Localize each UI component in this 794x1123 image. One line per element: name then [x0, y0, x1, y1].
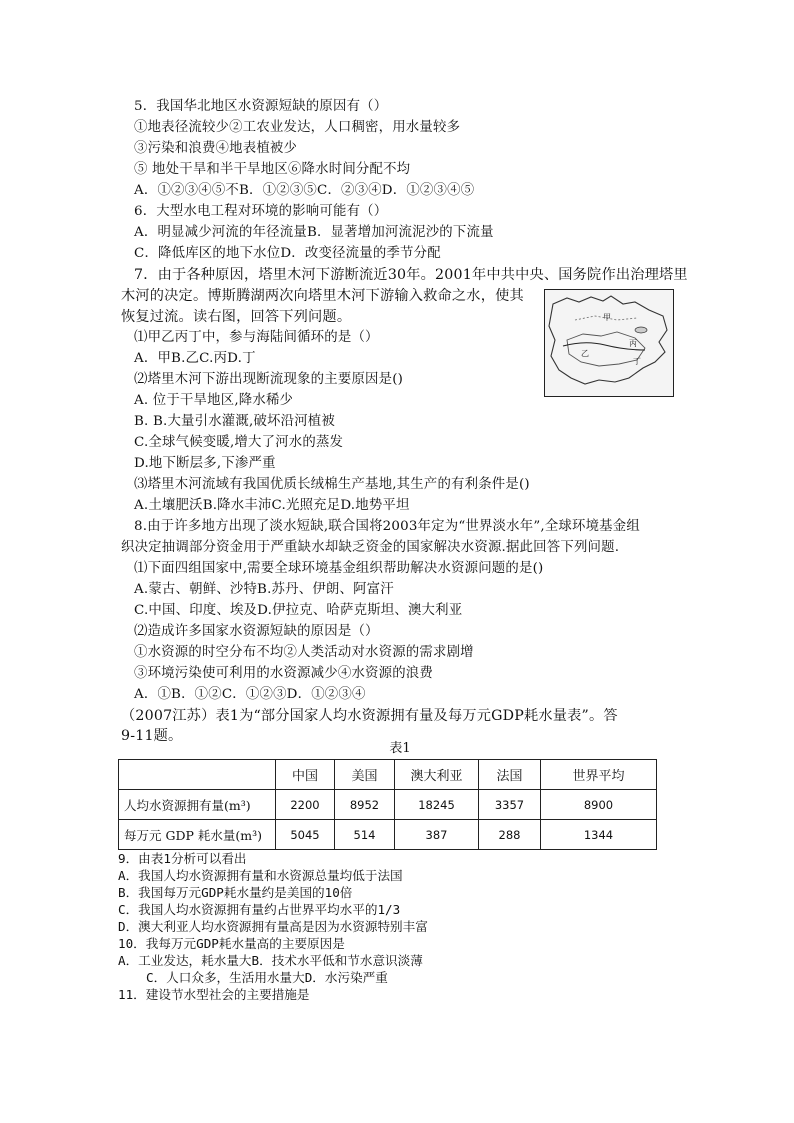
q7-3-stem: ⑶塔里木河流域有我国优质长绒棉生产基地,其生产的有利条件是(): [134, 477, 530, 492]
q5-options: A．①②③④⑤不B．①②③⑤C．②③④D．①②③④⑤: [134, 183, 475, 198]
q9-option-c: C．我国人均水资源拥有量约占世界平均水平的1/3: [118, 902, 401, 917]
q6-options-cd: C．降低库区的地下水位D．改变径流量的季节分配: [134, 246, 441, 261]
table-row-label: 人均水资源拥有量(m³): [119, 790, 276, 820]
q8-1-stem: ⑴下面四组国家中,需要全球环境基金组织帮助解决水资源问题的是(): [134, 561, 544, 576]
table-cell: 387: [395, 820, 479, 850]
table-header-row: [119, 760, 657, 790]
q6-stem: 6．大型水电工程对环境的影响可能有（）: [134, 204, 388, 219]
q10-options-ab: A．工业发达，耗水量大B．技术水平低和节水意识淡薄: [118, 953, 423, 968]
q8-stem-1: 8.由于许多地方出现了淡水短缺,联合国将2003年定为“世界淡水年”,全球环境基金组: [134, 519, 640, 534]
table-cell: 1344: [541, 820, 657, 850]
q7-stem-2: 木河的决定。博斯腾湖两次向塔里木河下游输入救命之水，使其: [121, 288, 524, 304]
table-cell: 8900: [541, 790, 657, 820]
q7-2-stem: ⑵塔里木河下游出现断流现象的主要原因是(): [134, 372, 404, 387]
table-cell: 288: [479, 820, 541, 850]
q9-stem: 9．由表1分析可以看出: [118, 851, 247, 866]
table-cell: 18245: [395, 790, 479, 820]
q7-2-option-a: A. 位于干旱地区,降水稀少: [134, 393, 294, 408]
q8-2-options: A．①B．①②C．①②③D．①②③④: [134, 687, 366, 702]
q7-2-option-d: D.地下断层多,下渗严重: [134, 456, 276, 471]
q6-options-ab: A．明显减少河流的年径流量B．显著增加河流泥沙的下流量: [134, 225, 494, 240]
table-header-cell: 中国: [276, 760, 335, 790]
water-resources-table: [118, 759, 657, 850]
q10-options-cd: C．人口众多，生活用水量大D．水污染严重: [146, 970, 388, 985]
q8-2-stem: ⑵造成许多国家水资源短缺的原因是（）: [134, 624, 379, 639]
map-label-yi: 乙: [581, 349, 589, 358]
q8-1-options-cd: C.中国、印度、埃及D.伊拉克、哈萨克斯坦、澳大利亚: [134, 603, 463, 618]
q5-stem: 5．我国华北地区水资源短缺的原因有（）: [134, 99, 388, 114]
q7-2-option-b: B. B.大量引水灌溉,破坏沿河植被: [134, 414, 335, 429]
q7-2-option-c: C.全球气候变暖,增大了河水的蒸发: [134, 435, 344, 450]
table-cell: 5045: [276, 820, 335, 850]
table-header-cell: 澳大利亚: [395, 760, 479, 790]
q7-3-options: A.土壤肥沃B.降水丰沛C.光照充足D.地势平坦: [134, 498, 410, 513]
tarim-river-map: [544, 289, 674, 397]
q8-stem-2: 织决定抽调部分资金用于严重缺水却缺乏资金的国家解决水资源.据此回答下列问题.: [121, 540, 620, 555]
tarim-river-map-drawing: [545, 290, 672, 395]
table-row: [119, 820, 657, 850]
table-cell: 3357: [479, 790, 541, 820]
q10-stem: 10．我每万元GDP耗水量高的主要原因是: [118, 936, 345, 951]
table-row: [119, 790, 657, 820]
table-header-cell: 美国: [335, 760, 395, 790]
q9-option-d: D．澳大利亚人均水资源拥有量高是因为水资源特别丰富: [118, 919, 428, 934]
table-row-label: 每万元 GDP 耗水量(m³): [119, 820, 276, 850]
lake-shape: [635, 327, 647, 333]
table-header-cell: 法国: [479, 760, 541, 790]
q7-1-stem: ⑴甲乙丙丁中，参与海陆间循环的是（）: [134, 330, 379, 345]
q8-1-options-ab: A.蒙古、朝鲜、沙特B.苏丹、伊朗、阿富汗: [134, 582, 394, 597]
table-cell: 514: [335, 820, 395, 850]
map-label-jia: 甲: [603, 313, 611, 322]
map-label-ding: 丁: [633, 357, 641, 366]
table-cell: 2200: [276, 790, 335, 820]
q5-statements-1: ①地表径流较少②工农业发达，人口稠密，用水量较多: [134, 120, 461, 135]
q8-2-statements-2: ③环境污染使可利用的水资源减少④水资源的浪费: [134, 666, 433, 681]
q5-statements-2: ③污染和浪费④地表植被少: [134, 141, 298, 156]
q7-stem-3: 恢复过流。读右图，回答下列问题。: [121, 309, 352, 325]
q9-option-b: B．我国每万元GDP耗水量约是美国的10倍: [118, 885, 353, 900]
table-caption: 表1: [389, 741, 411, 756]
table-header-cell: [119, 760, 276, 790]
q7-1-options: A．甲B.乙C.丙D.丁: [134, 351, 256, 366]
q8-2-statements-1: ①水资源的时空分布不均②人类活动对水资源的需求剧增: [134, 645, 474, 660]
q9-11-intro-1: （2007江苏）表1为“部分国家人均水资源拥有量及每万元GDP耗水量表”。答: [121, 708, 618, 724]
q7-stem-1: 7．由于各种原因，塔里木河下游断流近30年。2001年中共中央、国务院作出治理塔里: [134, 267, 688, 283]
q11-stem: 11．建设节水型社会的主要措施是: [118, 987, 310, 1002]
map-label-bing: 丙: [629, 339, 637, 348]
table-header-cell: 世界平均: [541, 760, 657, 790]
q5-statements-3: ⑤ 地处干旱和半干旱地区⑥降水时间分配不均: [134, 162, 411, 177]
q9-11-intro-2: 9-11题。: [121, 728, 183, 744]
table-cell: 8952: [335, 790, 395, 820]
q9-option-a: A．我国人均水资源拥有量和水资源总量均低于法国: [118, 868, 403, 883]
